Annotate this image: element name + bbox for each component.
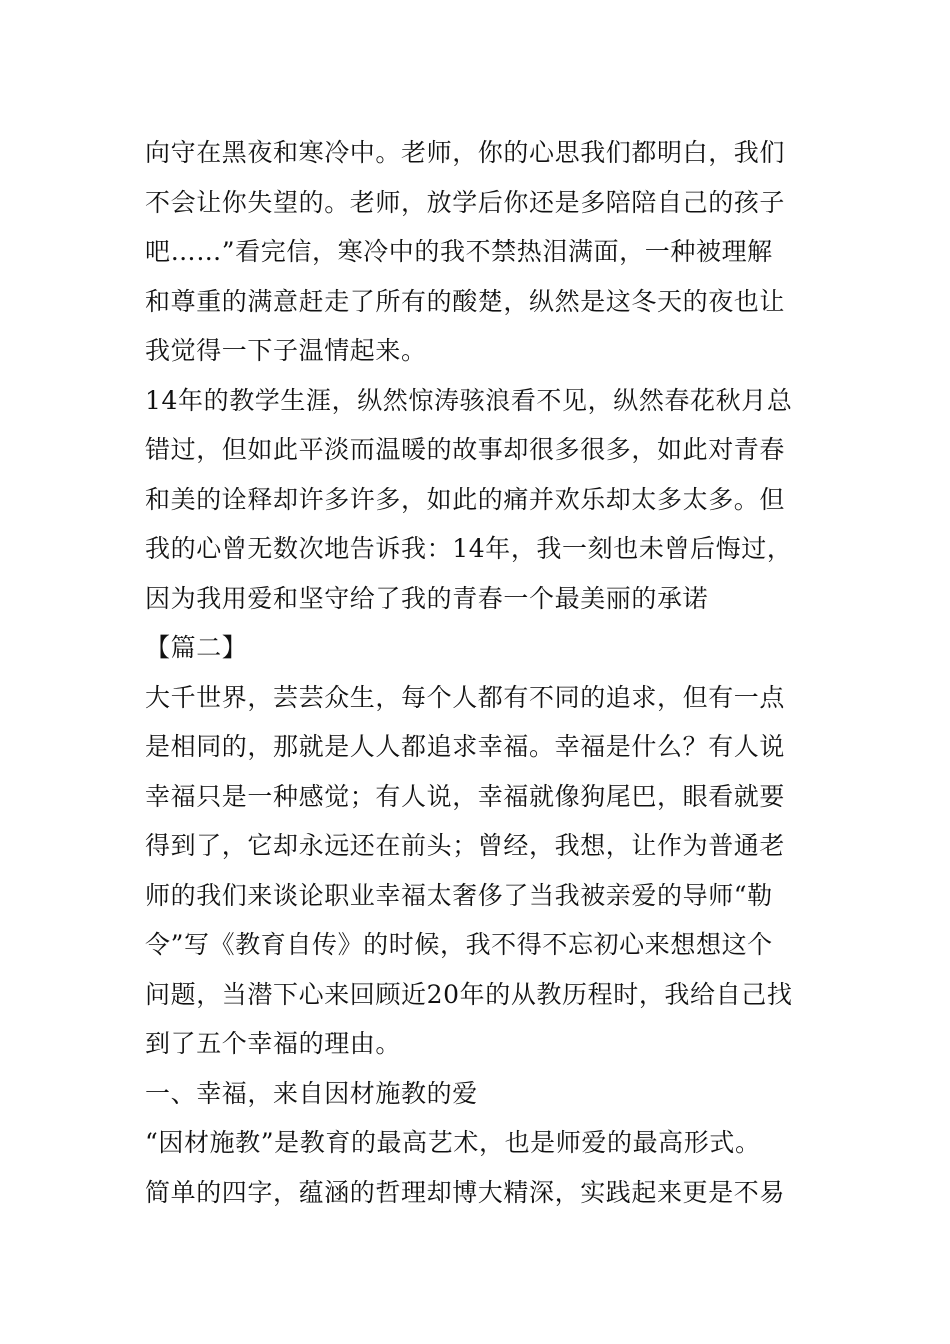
text-line: 因为我用爱和坚守给了我的青春一个最美丽的承诺: [145, 583, 709, 613]
text-line: 大千世界，芸芸众生，每个人都有不同的追求，但有一点: [145, 682, 786, 712]
text-line: 问题，当潜下心来回顾近20年的从教历程时，我给自己找: [145, 979, 793, 1009]
text-line: 幸福只是一种感觉；有人说，幸福就像狗尾巴，眼看就要: [145, 781, 786, 811]
body-text: [145, 128, 810, 1217]
text-line: 和美的诠释却许多许多，如此的痛并欢乐却太多太多。但: [145, 484, 786, 514]
text-line: 简单的四字，蕴涵的哲理却博大精深，实践起来更是不易: [145, 1177, 786, 1207]
text-line: 令”写《教育自传》的时候，我不得不忘初心来想想这个: [145, 930, 773, 959]
text-line: 错过，但如此平淡而温暖的故事却很多很多，如此对青春: [145, 435, 786, 464]
text-line: 我觉得一下子温情起来。: [145, 336, 427, 365]
text-line: 14年的教学生涯，纵然惊涛骇浪看不见，纵然春花秋月总: [145, 385, 793, 415]
text-line: 到了五个幸福的理由。: [145, 1029, 402, 1058]
text-line: 向守在黑夜和寒冷中。老师，你的心思我们都明白，我们: [145, 138, 786, 167]
text-line: 得到了，它却永远还在前头；曾经，我想，让作为普通老: [145, 831, 786, 860]
subsection-heading: 一、幸福，来自因材施教的爱: [145, 1078, 478, 1108]
text-line: 我的心曾无数次地告诉我：14年，我一刻也未曾后悔过，: [145, 534, 793, 563]
text-line: 不会让你失望的。老师，放学后你还是多陪陪自己的孩子: [145, 187, 786, 217]
text-line: 是相同的，那就是人人都追求幸福。幸福是什么？有人说: [145, 732, 786, 761]
text-line: 和尊重的满意赶走了所有的酸楚，纵然是这冬天的夜也让: [145, 286, 786, 316]
text-line: 吧……”看完信，寒冷中的我不禁热泪满面，一种被理解: [145, 237, 773, 266]
text-line: “因材施教”是教育的最高艺术，也是师爱的最高形式。: [145, 1128, 761, 1157]
section-heading: 【篇二】: [145, 633, 248, 662]
text-line: 师的我们来谈论职业幸福太奢侈了当我被亲爱的导师“勒: [145, 880, 773, 910]
